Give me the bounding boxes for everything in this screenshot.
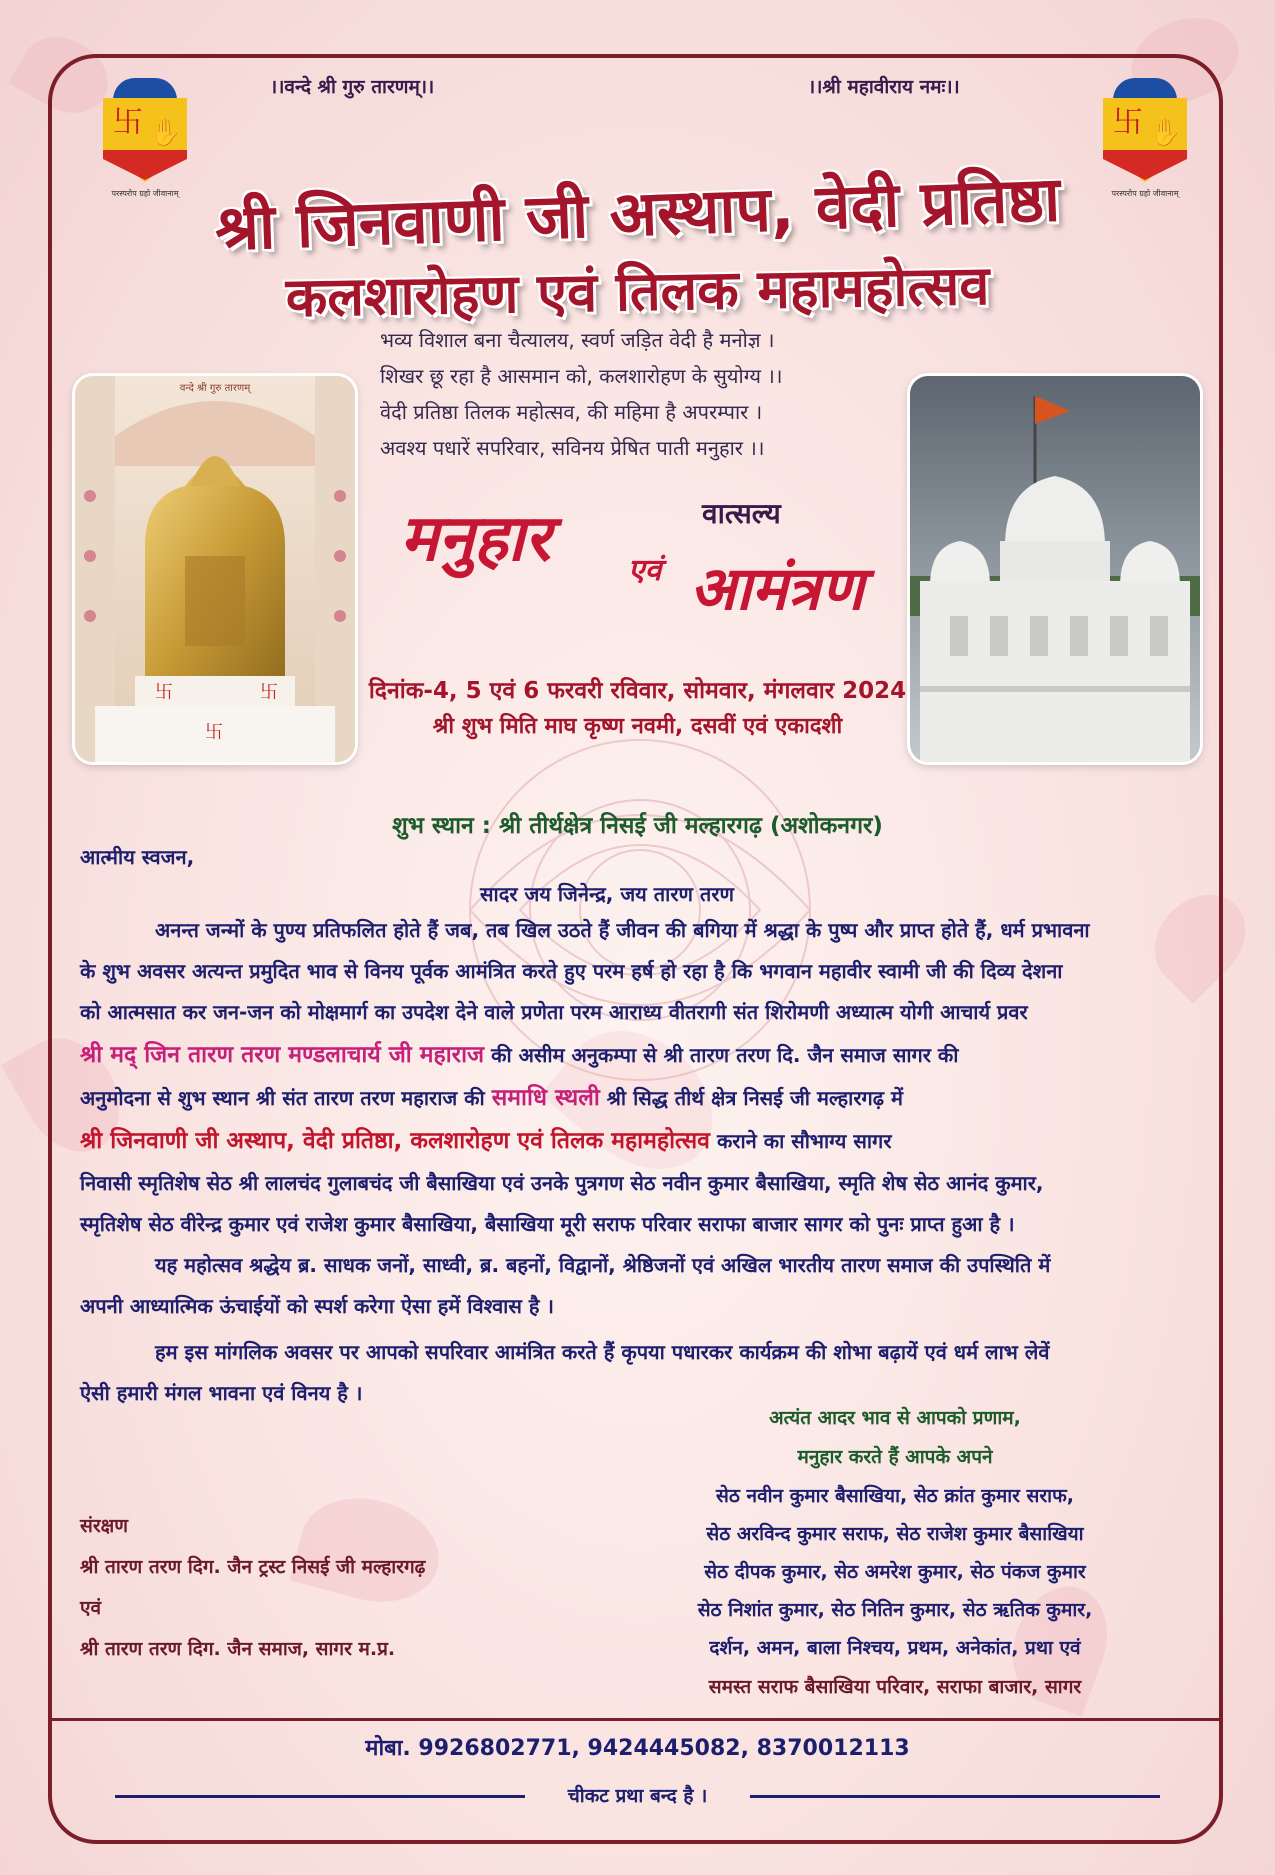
logo-motto: परस्परोप ग्रहो जीवानाम् <box>1111 189 1179 198</box>
logo-motto: परस्परोप ग्रहो जीवानाम् <box>111 189 179 198</box>
patron-org: श्री तारण तरण दिग. जैन समाज, सागर म.प्र. <box>80 1638 396 1660</box>
host-names: सेठ दीपक कुमार, सेठ अमरेश कुमार, सेठ पंकज कुमार <box>704 1561 1086 1583</box>
paragraph-line <box>80 1078 1200 1119</box>
host-names: सेठ निशांत कुमार, सेठ नितिन कुमार, सेठ ऋतिक कुमार, <box>697 1599 1093 1621</box>
vedi-photo <box>75 376 355 762</box>
paragraph-line: स्मृतिशेष सेठ वीरेन्द्र कुमार एवं राजेश कुमार बैसाखिया, बैसाखिया मूरी सराफ परिवार सराफा बाजार सागर को पुनः प्राप्त हुआ है । <box>80 1212 1015 1236</box>
regards-line: अत्यंत आदर भाव से आपको प्रणाम, <box>769 1407 1021 1429</box>
raised-hand-icon: ✋ <box>1149 118 1182 148</box>
swastika-icon: 卐 <box>1113 105 1143 140</box>
festival-name-highlight: श्री जिनवाणी जी अस्थाप, वेदी प्रतिष्ठा, कलशारोहण एवं तिलक महामहोत्सव <box>80 1128 710 1154</box>
greeting: सादर जय जिनेन्द्र, जय तारण तरण <box>480 882 734 906</box>
samadhi-sthali-highlight: समाधि स्थली <box>491 1085 600 1111</box>
paragraph-line: हम इस मांगलिक अवसर पर आपको सपरिवार आमंत्रित करते हैं कृपया पधारकर कार्यक्रम की शोभा बढ़ायें एवं धर्म लाभ लेवें <box>155 1340 1050 1364</box>
paragraph-line: यह महोत्सव श्रद्धेय ब्र. साधक जनों, साध्वी, ब्र. बहनों, विद्वानों, श्रेष्ठिजनों एवं अखिल भारतीय तारण समाज की उपस्थिति में <box>155 1253 1051 1277</box>
event-tithi: श्री शुभ मिति माघ कृष्ण नवमी, दसवीं एवं एकादशी <box>432 714 843 739</box>
word-vatsalya: वात्सल्य <box>702 497 781 530</box>
host-names: सेठ अरविन्द कुमार सराफ, सेठ राजेश कुमार बैसाखिया <box>706 1523 1084 1545</box>
photo-caption: वन्दे श्री गुरु तारणम् <box>179 383 251 394</box>
verse-line: वेदी प्रतिष्ठा तिलक महोत्सव, की महिमा है अपरम्पार । <box>380 400 763 424</box>
sub-title: कलशारोहण एवं तिलक महामहोत्सव <box>285 253 990 330</box>
script-word-manuhar: मनुहार <box>400 501 551 576</box>
paragraph-text: अनुमोदना से शुभ स्थान श्री संत तारण तरण महाराज की <box>80 1086 492 1110</box>
paragraph-line: ऐसी हमारी मंगल भावना एवं विनय है । <box>80 1381 363 1405</box>
paragraph-line: निवासी स्मृतिशेष सेठ श्री लालचंद गुलाबचंद जी बैसाखिया एवं उनके पुत्रगण सेठ नवीन कुमार बैसाखिया, स्मृति शेष सेठ आनंद कुमार, <box>80 1171 1044 1195</box>
svg-text:卐: 卐 <box>260 682 278 703</box>
event-dates: दिनांक-4, 5 एवं 6 फरवरी रविवार, सोमवार, मंगलवार 2024 <box>368 678 907 704</box>
paragraph-line: अपनी आध्यात्मिक ऊंचाईयों को स्पर्श करेगा ऐसा हमें विश्वास है । <box>80 1294 555 1318</box>
paragraph-line: अनन्त जन्मों के पुण्य प्रतिफलित होते हैं जब, तब खिल उठते हैं जीवन की बगिया में श्रद्धा के पुष्प और प्राप्त होते हैं, धर्म प्रभावना <box>155 918 1090 942</box>
venue-line: शुभ स्थान : श्री तीर्थक्षेत्र निसई जी मल्हारगढ़ (अशोकनगर) <box>392 813 883 839</box>
patronage-label: संरक्षण <box>80 1515 128 1537</box>
paragraph-line: के शुभ अवसर अत्यन्त प्रमुदित भाव से विनय पूर्वक आमंत्रित करते हुए परम हर्ष हो रहा है कि भगवान महावीर स्वामी जी की दिव्य देशना <box>80 959 1063 983</box>
temple-shikhar-photo <box>910 376 1200 762</box>
host-names: दर्शन, अमन, बाला निश्चय, प्रथम, अनेकांत, प्रथा एवं <box>709 1637 1081 1659</box>
mantra-right: ।।श्री महावीराय नमः।। <box>808 76 960 98</box>
manuhar-line: मनुहार करते हैं आपके अपने <box>797 1446 993 1468</box>
paragraph-line <box>80 1121 1200 1162</box>
swastika-icon: 卐 <box>113 105 143 140</box>
main-title: श्री जिनवाणी जी अस्थाप, वेदी प्रतिष्ठा <box>213 162 1062 265</box>
verse-line: भव्य विशाल बना चैत्यालय, स्वर्ण जड़ित वेदी है मनोज्ञ । <box>380 328 775 352</box>
paragraph-line: को आत्मसात कर जन-जन को मोक्षमार्ग का उपदेश देने वाले प्रणेता परम आराध्य वीतरागी संत शिरोमणी अध्यात्म योगी आचार्य प्रवर <box>80 1000 1028 1024</box>
svg-text:卐: 卐 <box>155 682 173 703</box>
acharya-name-highlight: श्री मद् जिन तारण तरण मण्डलाचार्य जी महाराज <box>80 1042 485 1068</box>
script-word-amantran: आमंत्रण <box>690 554 864 624</box>
paragraph-line <box>80 1035 1200 1076</box>
paragraph-text: श्री सिद्ध तीर्थ क्षेत्र निसई जी मल्हारगढ़ में <box>599 1086 903 1110</box>
salutation: आत्मीय स्वजन, <box>80 845 195 869</box>
patron-org: श्री तारण तरण दिग. जैन ट्रस्ट निसई जी मल्हारगढ़ <box>80 1556 426 1578</box>
contact-numbers: मोबा. 9926802771, 9424445082, 8370012113 <box>365 1736 910 1761</box>
raised-hand-icon: ✋ <box>149 118 182 148</box>
patron-and: एवं <box>80 1597 102 1619</box>
footer-note: चीकट प्रथा बन्द है । <box>567 1785 708 1807</box>
verse-line: अवश्य पधारें सपरिवार, सविनय प्रेषित पाती मनुहार ।। <box>380 436 765 460</box>
verse-line: शिखर छू रहा है आसमान को, कलशारोहण के सुयोग्य ।। <box>380 364 783 388</box>
family-name: समस्त सराफ बैसाखिया परिवार, सराफा बाजार, सागर <box>708 1676 1082 1698</box>
host-names: सेठ नवीन कुमार बैसाखिया, सेठ क्रांत कुमार सराफ, <box>716 1485 1074 1507</box>
paragraph-text: की असीम अनुकम्पा से श्री तारण तरण दि. जैन समाज सागर की <box>484 1043 959 1067</box>
mantra-left: ।।वन्दे श्री गुरु तारणम्।। <box>270 76 435 98</box>
paragraph-text: कराने का सौभाग्य सागर <box>709 1129 892 1153</box>
divider <box>52 1718 1219 1721</box>
svg-text:卐: 卐 <box>205 722 223 743</box>
script-word-evam: एवं <box>628 553 662 588</box>
